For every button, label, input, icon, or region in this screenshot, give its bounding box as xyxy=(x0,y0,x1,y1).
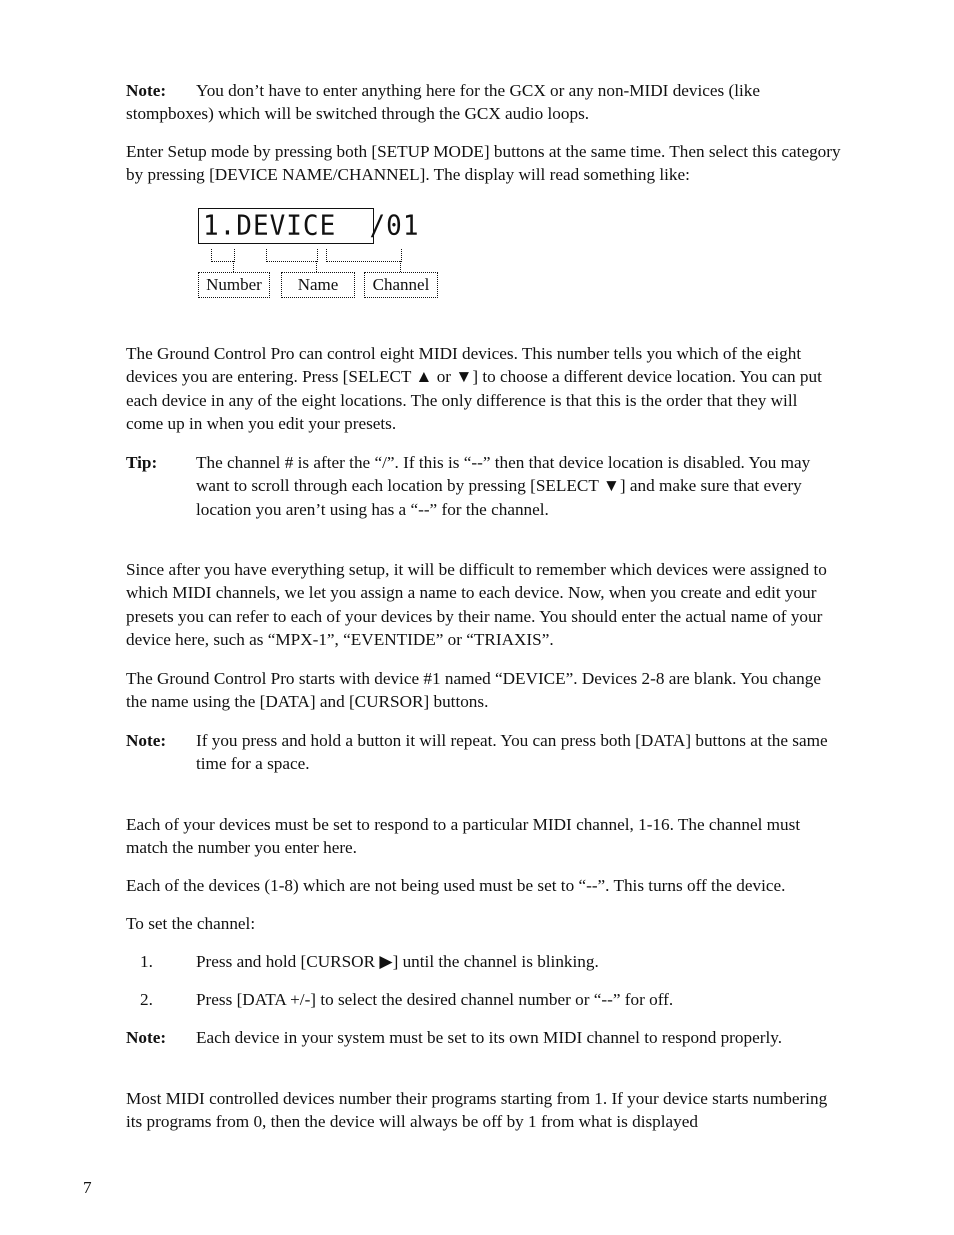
label-name: Name xyxy=(281,272,355,298)
paragraph-name-intro: Since after you have everything setup, it will be difficult to remember which devices were assigned to which MIDI channels, we let you assign a name to each device. Now, when you create and edit your presets you can refer to each of your devices by their name. You should enter the actual name of your device here, such as “MPX-1”, “EVENTIDE” or “TRIAXIS”. xyxy=(126,560,827,650)
step-text: Press and hold [CURSOR ▶] until the channel is blinking. xyxy=(196,952,599,971)
paragraph-programs: Most MIDI controlled devices number their programs starting from 1. If your device starts numbering its programs from 0, then the device will always be off by 1 from what is displayed xyxy=(126,1089,828,1132)
connector-channel-drop xyxy=(400,261,401,272)
connector-channel xyxy=(326,249,402,262)
paragraph-set-channel: To set the channel: xyxy=(126,914,256,933)
lcd-display xyxy=(198,208,420,244)
list-item xyxy=(126,988,851,1011)
note-block xyxy=(126,729,851,776)
step-text: Press [DATA +/-] to select the desired channel number or “--” for off. xyxy=(196,990,674,1009)
note-text: If you press and hold a button it will repeat. You can press both [DATA] buttons at the same time for a space. xyxy=(196,731,828,774)
note-label: Note: xyxy=(126,731,167,750)
connector-number-drop xyxy=(233,261,234,272)
note-text: Each device in your system must be set to its own MIDI channel to respond properly. xyxy=(196,1028,782,1047)
note-block xyxy=(126,1026,851,1049)
paragraph-enter-setup: Enter Setup mode by pressing both [SETUP MODE] buttons at the same time. Then select this category by pressing [DEVICE NAME/CHANNEL]. The display will read something like: xyxy=(126,142,841,185)
paragraph-number: The Ground Control Pro can control eight MIDI devices. This number tells you which of the eight devices you are entering. Press [SELECT ▲ or ▼] to choose a different device location. You can put each device in any of the eight locations. The only difference is that this is the order that they will come up in when you edit your presets. xyxy=(126,344,822,434)
note-label: Note: xyxy=(126,81,167,100)
tip-label: Tip: xyxy=(126,453,158,472)
paragraph-channel-off: Each of the devices (1-8) which are not being used must be set to “--”. This turns off the device. xyxy=(126,876,786,895)
step-number: 2. xyxy=(140,990,153,1009)
note-label: Note: xyxy=(126,1028,167,1047)
paragraph-channel-intro: Each of your devices must be set to respond to a particular MIDI channel, 1-16. The channel must match the number you enter here. xyxy=(126,815,801,858)
label-number: Number xyxy=(198,272,270,298)
lcd-readout: 1.DEVICE /01 xyxy=(203,210,420,242)
step-number: 1. xyxy=(140,952,153,971)
paragraph-name-default: The Ground Control Pro starts with device #1 named “DEVICE”. Devices 2-8 are blank. You change the name using the [DATA] and [CURSOR] buttons. xyxy=(126,669,821,712)
note-text: You don’t have to enter anything here for the GCX or any non-MIDI devices (like stompboxes) which will be switched through the GCX audio loops. xyxy=(126,81,761,124)
label-channel: Channel xyxy=(364,272,438,298)
connector-name-drop xyxy=(316,261,317,272)
tip-text: The channel # is after the “/”. If this is “--” then that device location is disabled. You may want to scroll through each location by pressing [SELECT ▼] and make sure that every location you aren’t using has a “--” for the channel. xyxy=(196,453,811,519)
connector-number xyxy=(211,249,235,262)
connector-name xyxy=(266,249,318,262)
page-number: 7 xyxy=(83,1178,92,1197)
note-block xyxy=(126,79,851,126)
list-item xyxy=(126,950,851,973)
tip-block xyxy=(126,451,851,521)
